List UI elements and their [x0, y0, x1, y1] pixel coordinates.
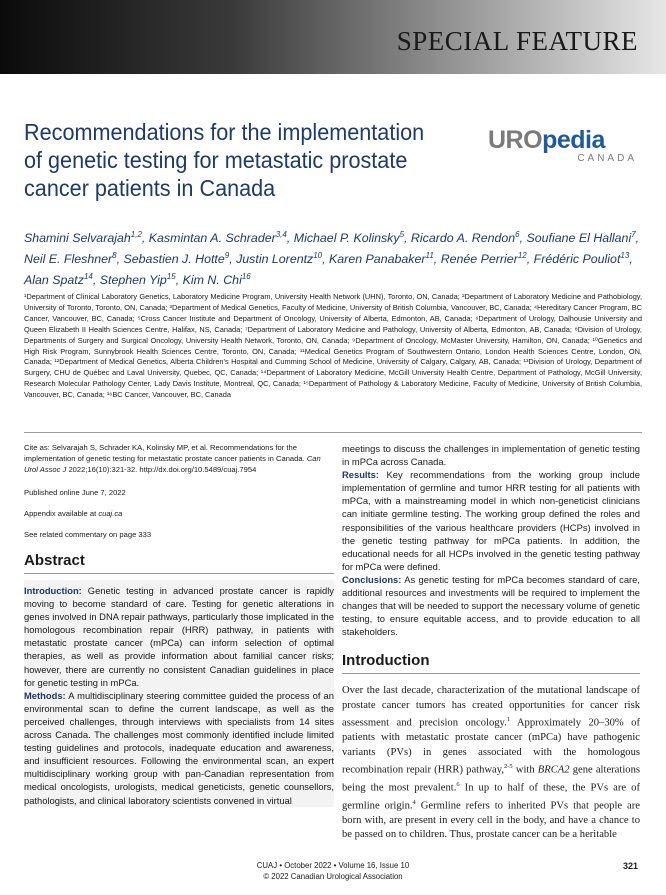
introduction-heading: Introduction	[342, 652, 640, 674]
author-affiliation-ref: 13	[620, 251, 630, 261]
author-name: Ricardo A. Rendon	[410, 231, 516, 246]
author-affiliation-ref: 16	[241, 272, 251, 282]
page-footer	[0, 861, 666, 882]
introduction-paragraph: Over the last decade, characterization of the mutational landscape of prostate cancer tumors has created opportunities for cancer risk assessment and precision oncology.$^1$ Approximately 20–30% of patients with metastatic prostate cancer (mPCa) have pathogenic variants (PVs) in genes associated with the homologous recombination repair (HRR) pathway,$^{2-5}$ with BRCA2 gene alterations being the most prevalent.$^6$ In up to half of these, the PVs are of germline origin.$^4$ Germline refers to inherited PVs that people are born with, are present in every cell in the body, and have a chance to be passed on to children. Thus, prostate cancer can be a heritable	[342, 685, 640, 841]
abstract-methods: Methods: A multidisciplinary steering committee guided the process of an environmental scan to define the current landscape, as well as the perceived challenges, through interviews with specialists from 14 sites across Canada. The challenges most commonly identified include limited testing guidelines and protocols, inadequate education and awareness, and insufficient resources. Following the environmental scan, an expert multidisciplinary working group with pan-Canadian representation from medical oncologists, urologists, medical geneticists, genetic counsellors, pathologists, and clinical laboratory scientists convened in virtual	[24, 689, 334, 806]
citation: Cite as: Selvarajah S, Schrader KA, Kolinsky MP, et al. Recommendations for the implementation of genetic testing for metastatic prostate cancer patients in Canada. Can Urol Assoc J 2022;16(10):321-32. http://dx.doi.org/10.5489/cuaj.7954	[24, 443, 321, 474]
author-affiliation-ref: 1,2	[130, 230, 142, 239]
author-name: Justin Lorentz	[236, 252, 314, 267]
author-list: Shamini Selvarajah$^{1,2}$, Kasmintan A. Schrader$^{3,4}$, Michael P. Kolinsky$^5$, Ricardo A. Rendon$^6$, Soufiane El Hallani$^7$, Neil E. Fleshner$^8$, Sebastien J. Hotte$^9$, Justin Lorentz$^{10}$, Karen Panabaker$^{11}$, Renée Perrier$^{12}$, Frédéric Pouliot$^{13}$, Alan Spatz$^{14}$, Stephen Yip$^{15}$, Kim N. Chi$^{16}$	[24, 230, 640, 288]
published-date: Published online June 7, 2022	[24, 488, 126, 497]
page-number: 321	[622, 861, 638, 871]
uropedia-logo[interactable]	[488, 126, 643, 170]
author-name: Sebastien J. Hotte	[123, 252, 225, 267]
abstract-conclusions: Conclusions: As genetic testing for mPCa becomes standard of care, additional resources and investments will be required to implement the changes that will be needed to support the necessary volume of genetic testing, to ensure equitable access, and to provide education to all stakeholders.	[342, 573, 640, 638]
abstract-heading: Abstract	[24, 552, 334, 574]
author-name: Kasmintan A. Schrader	[148, 231, 276, 246]
affiliations: ¹Department of Clinical Laboratory Genetics, Laboratory Medicine Program, University Health Network (UHN), Toronto, ON, Canada; ²Department of Laboratory Medicine and Pathobiology, University of Toronto, Toronto, ON, Canada; ³Department of Medical Genetics, Faculty of Medicine, University of British Columbia, Vancouver, BC, Canada; ⁴Hereditary Cancer Program, BC Cancer, Vancouver, BC, Canada; ⁵Cross Cancer Institute and Department of Oncology, University of Alberta, Edmonton, AB, Canada; ⁶Department of Urology, Dalhousie University and Queen Elizabeth II Health Sciences Centre, Halifax, NS, Canada; ⁷Department of Laboratory Medicine and Pathology, University of Alberta, Edmonton, AB, Canada; ⁸Division of Urology, Departments of Surgery and Surgical Oncology, University Health Network, Toronto, ON, Canada; ⁹Department of Oncology, McMaster University, Hamilton, ON, Canada; ¹⁰Genetics and High Risk Program, Sunnybrook Health Sciences Centre, Toronto, ON, Canada; ¹¹Medical Genetics Program of Southwestern Ontario, London Health Sciences Centre, London, ON, Canada; ¹²Department of Medical Genetics, Alberta Children's Hospital and Cumming School of Medicine, University of Calgary, Calgary, AB, Canada; ¹³Division of Urology, Department of Surgery, CHU de Québec and Laval University, Quebec, QC, Canada; ¹⁴Department of Laboratory Medicine, McGill University Health Centre, Department of Pathology, McGill University, Research Molecular Pathology Center, Lady Davis Institute, Montreal, QC, Canada; ¹⁵Department of Pathology & Laboratory Medicine, Faculty of Medicine, University of British Columbia, Vancouver, BC, Canada; ¹⁶BC Cancer, Vancouver, BC, Canada	[24, 292, 642, 400]
right-column	[342, 442, 640, 843]
author-affiliation-ref: 12	[517, 251, 527, 261]
author-name: Michael P. Kolinsky	[293, 231, 400, 246]
abstract-body	[24, 580, 334, 807]
author-name: Alan Spatz	[24, 273, 84, 288]
abstract-introduction: Introduction: Genetic testing in advanced prostate cancer is rapidly moving to become standard of care. Testing for genetic alterations in genes involved in DNA repair pathways, particularly those implicated in the homologous recombination repair (HRR) pathway, in patients with metastatic prostate cancer (mPCa) can inform selection of optimal therapies, as well as provide information about familial cancer risks; however, there are currently no consistent Canadian guidelines in place for genetic testing in mPCa.	[24, 585, 334, 688]
logo-subtitle: CANADA	[577, 153, 637, 164]
journal-issue: CUAJ • October 2022 • Volume 16, Issue 10	[256, 861, 410, 870]
author-name: Stephen Yip	[99, 273, 167, 288]
author-affiliation-ref: 7	[631, 230, 636, 239]
article-title: Recommendations for the implementation of genetic testing for metastatic prostate cancer patients in Canada	[24, 119, 425, 201]
author-affiliation-ref: 15	[166, 272, 176, 282]
related-commentary: See related commentary on page 333	[24, 530, 152, 539]
left-column	[24, 442, 334, 807]
author-name: Shamini Selvarajah	[24, 231, 131, 246]
section-label: SPECIAL FEATURE	[396, 26, 638, 56]
author-affiliation-ref: 5	[399, 230, 405, 239]
appendix-link[interactable]: cuaj.ca	[98, 509, 123, 518]
divider	[24, 432, 642, 433]
author-affiliation-ref: 10	[313, 251, 323, 261]
logo-wordmark: UROpedia	[488, 126, 605, 154]
author-affiliation-ref: 8	[112, 251, 117, 261]
author-name: Kim N. Chi	[182, 273, 242, 288]
author-name: Neil E. Fleshner	[24, 252, 113, 267]
author-name: Renée Perrier	[440, 252, 518, 267]
author-name: Soufiane El Hallani	[526, 231, 632, 246]
author-affiliation-ref: 9	[224, 251, 230, 261]
abstract-methods-continued: meetings to discuss the challenges in implementation of genetic testing in mPCa across Canada.	[342, 443, 640, 468]
copyright: © 2022 Canadian Urological Association	[263, 871, 403, 881]
author-name: Frédéric Pouliot	[533, 252, 621, 267]
author-affiliation-ref: 6	[515, 230, 520, 239]
appendix-note: Appendix available at cuaj.ca	[24, 509, 123, 518]
author-affiliation-ref: 11	[425, 251, 434, 261]
abstract-continued	[342, 442, 640, 638]
author-name: Karen Panabaker	[329, 252, 426, 267]
author-affiliation-ref: 14	[83, 272, 93, 282]
abstract-results: Results: Key recommendations from the working group include implementation of germline and tumor HRR testing for all patients with mPCa, with a mainstreaming model in which non-geneticist clinicians can initiate germline testing. The working group defined the roles and responsibilities of the various healthcare providers (HCPs) involved in the genetic testing pathway for mPCa patients. In addition, the educational needs for all HCPs involved in the genetic testing pathway for mPCa were defined.	[342, 469, 640, 572]
author-affiliation-ref: 3,4	[275, 230, 287, 239]
